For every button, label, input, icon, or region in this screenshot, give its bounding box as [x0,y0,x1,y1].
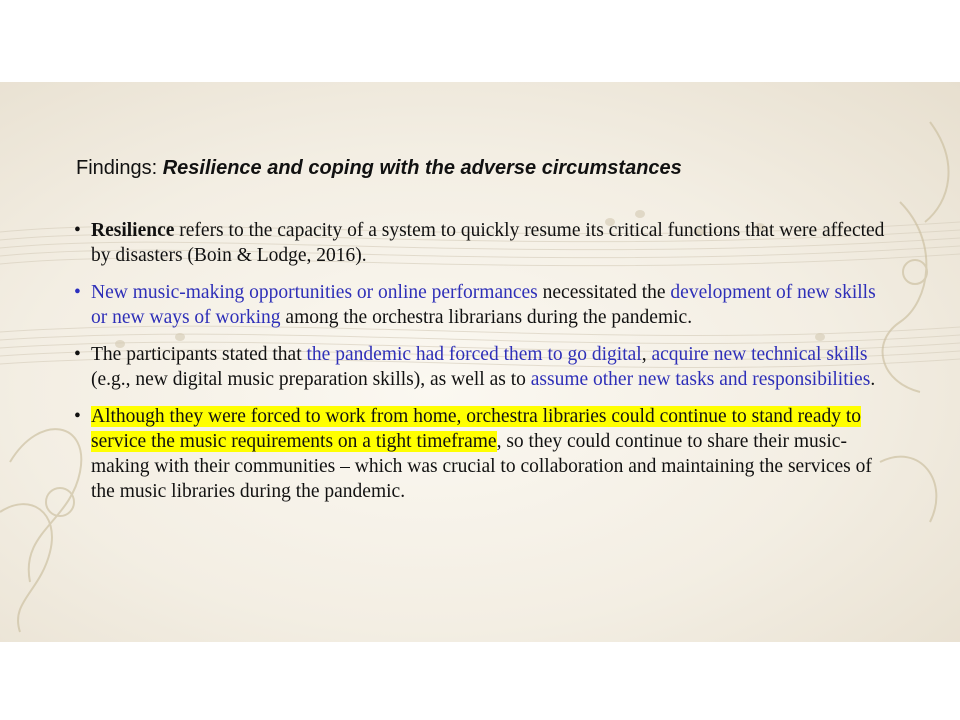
go-digital-phrase: the pandemic had forced them to go digital [306,344,642,365]
bullet-new-skills [74,280,894,330]
bullet-dot-icon: • [74,344,81,365]
bullet-dot-icon: • [74,220,81,241]
bullet-work-from-home [74,404,894,504]
resilience-term: Resilience [91,220,175,241]
title-prefix: Findings: [76,157,163,179]
participants-text: The participants stated that [91,344,307,365]
communities-text: , so they could continue to share their music-making with their communities – which was crucial to collaboration and maintaining the services of the music libraries during the pandemic. [91,431,872,502]
example-text: (e.g., new digital music preparation skills), as well as to [91,369,531,390]
bullet-list [74,218,894,516]
technical-skills-phrase: acquire new technical skills [651,344,868,365]
bullet-dot-icon: • [74,406,81,427]
period-text: . [870,369,876,390]
necessitated-text: necessitated the [537,282,671,303]
bullet-resilience [74,218,894,268]
new-tasks-phrase: assume other new tasks and responsibilities [530,369,871,390]
bullet-participants [74,342,894,392]
title-emphasis: Resilience and coping with the adverse circumstances [162,157,682,179]
comma-text: , [641,344,652,365]
highlighted-phrase: Although they were forced to work from home, orchestra libraries could continue to stand ready to service the music requirements on a tight timeframe [91,406,862,452]
bullet-dot-icon: • [74,282,81,303]
slide-title [76,157,682,180]
librarians-text: among the orchestra librarians during the pandemic. [280,307,693,328]
new-opportunities-phrase: New music-making opportunities or online performances [91,282,538,303]
development-phrase: development of new skills or new ways of working [91,282,876,328]
resilience-definition: refers to the capacity of a system to quickly resume its critical functions that were affected by disasters (Boin & Lodge, 2016). [91,220,885,266]
